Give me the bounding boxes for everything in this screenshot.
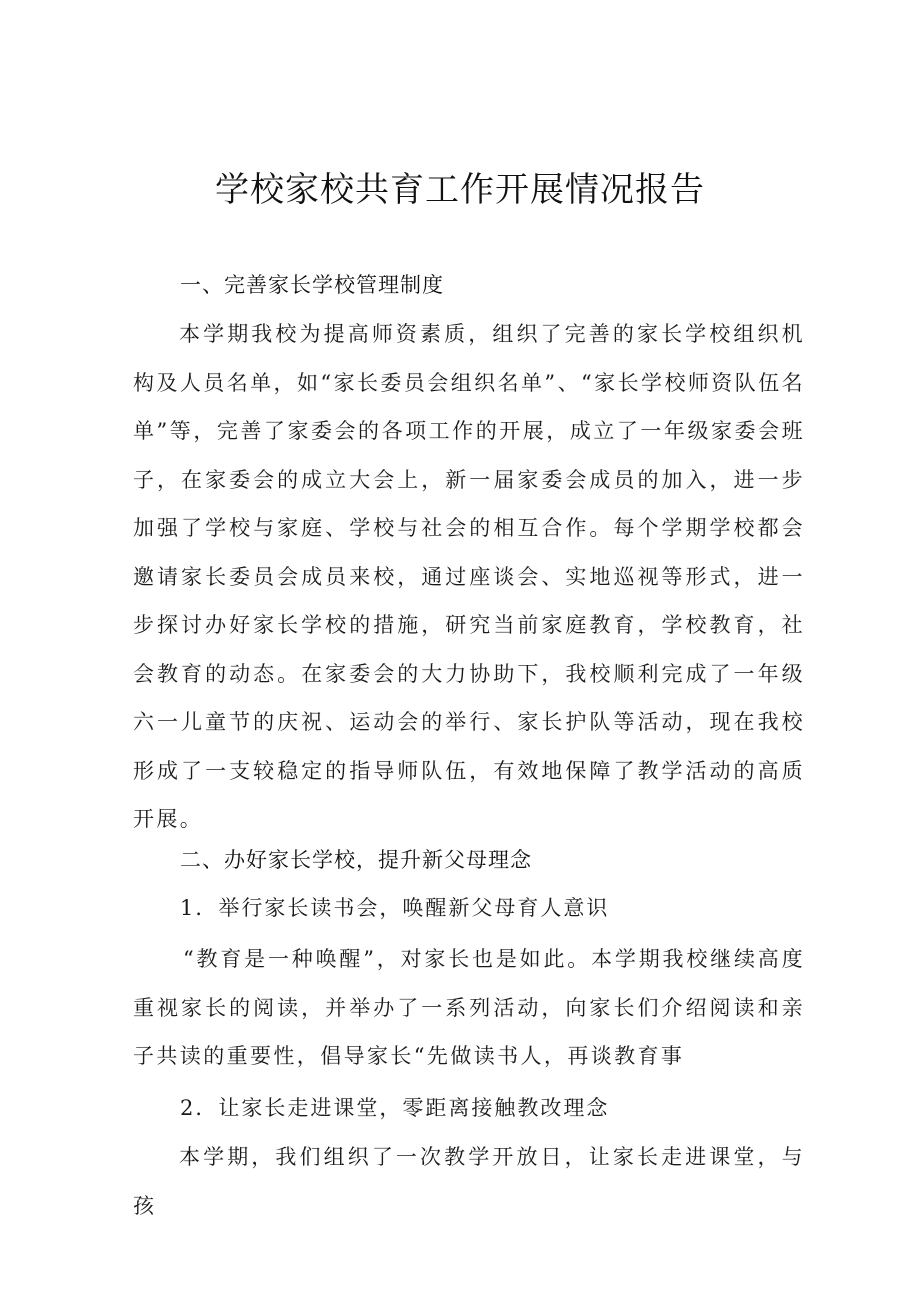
subsection-paragraph: “教育是一种唤醒”，对家长也是如此。本学期我校继续高度重视家长的阅读，并举办了一系列活动，向家长们介绍阅读和亲子共读的重要性，倡导家长“先做读书人，再谈教育事 <box>133 947 805 1068</box>
page-title: 学校家校共育工作开展情况报告 <box>215 170 705 210</box>
section-heading: 二、办好家长学校，提升新父母理念 <box>180 848 532 872</box>
subsection-paragraph: 本学期，我们组织了一次教学开放日，让家长走进课堂，与孩 <box>133 1145 805 1218</box>
section-paragraph: 本学期我校为提高师资素质，组织了完善的家长学校组织机构及人员名单，如“家长委员会组织名单”、“家长学校师资队伍名单”等，完善了家委会的各项工作的开展，成立了一年级家委会班子，在家委会的成立大会上，新一届家委会成员的加入，进一步加强了学校与家庭、学校与社会的相互合作。每个学期学校都会邀请家长委员会成员来校，通过座谈会、实地巡视等形式，进一步探讨办好家长学校的措施，研究当前家庭教育，学校教育，社会教育的动态。在家委会的大力协助下，我校顺利完成了一年级六一儿童节的庆祝、运动会的举行、家长护队等活动，现在我校形成了一支较稳定的指导师队伍，有效地保障了教学活动的高质开展。 <box>133 322 805 831</box>
section-heading: 一、完善家长学校管理制度 <box>180 273 444 297</box>
subsection-heading: 2．让家长走进课堂，零距离接触教改理念 <box>180 1096 610 1120</box>
subsection-heading: 1．举行家长读书会，唤醒新父母育人意识 <box>180 896 610 920</box>
